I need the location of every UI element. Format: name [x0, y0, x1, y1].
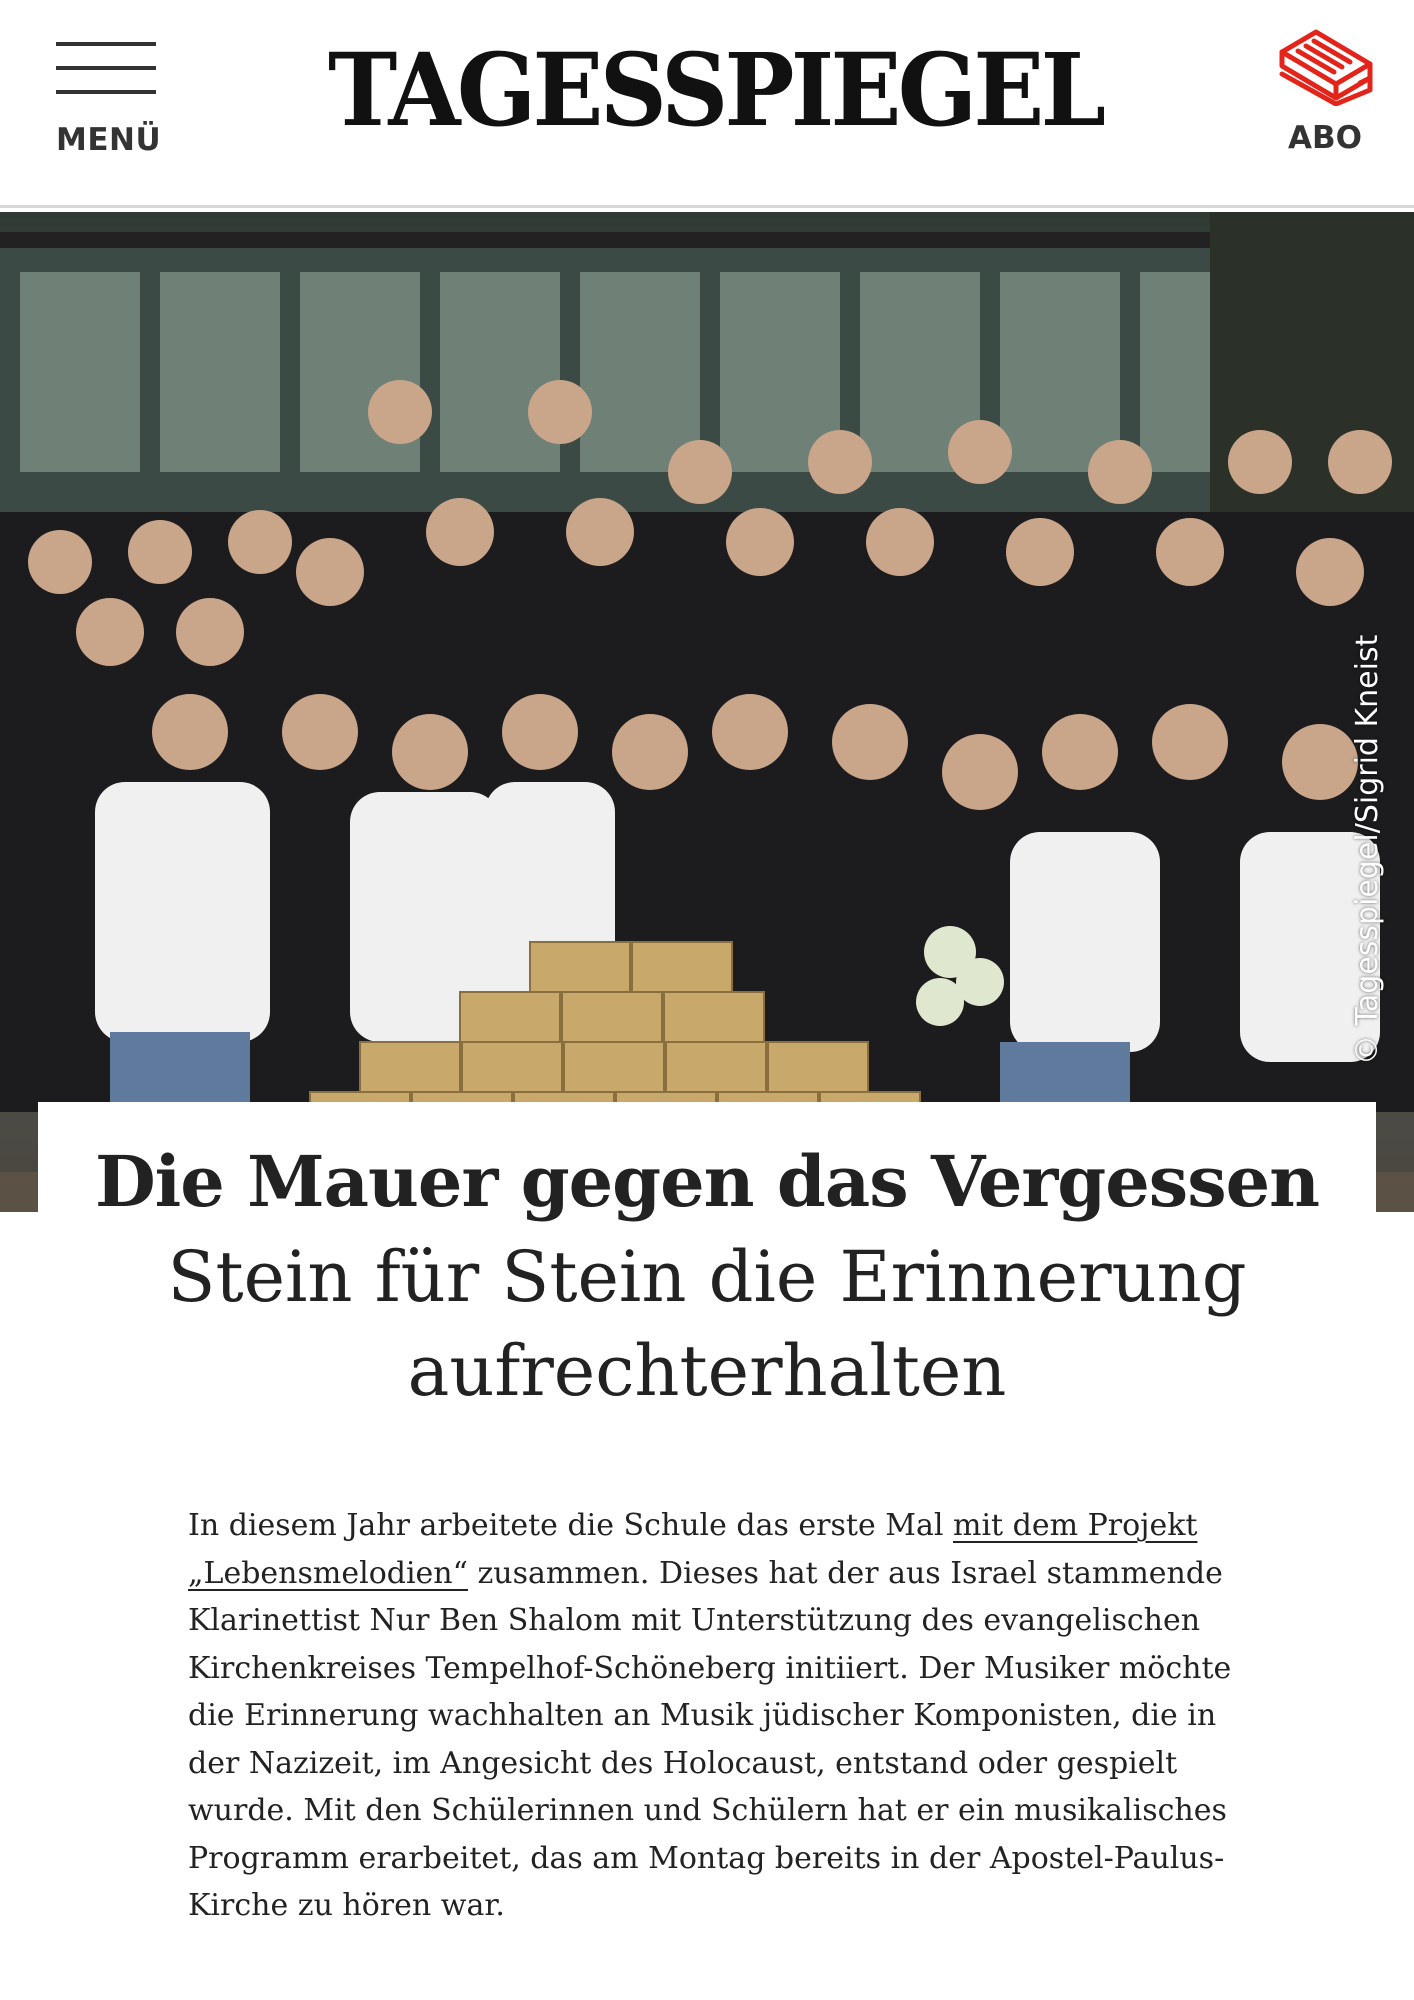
site-header	[0, 0, 1414, 208]
abo-button[interactable]	[1270, 26, 1380, 166]
photo-credit	[1320, 545, 1385, 1065]
article-body	[188, 1502, 1238, 1930]
group-photo	[0, 212, 1414, 1212]
lebensmelodien-link[interactable]: mit dem Projekt „Lebensmelodien“	[188, 1508, 1198, 1591]
hamburger-icon	[56, 42, 156, 46]
article-subheadline: Stein für Stein die Erinnerung aufrechterhalten	[167, 1236, 1247, 1412]
menu-label: MENÜ	[56, 122, 162, 158]
menu-button[interactable]	[56, 40, 162, 170]
title-card	[38, 1102, 1376, 1432]
photo-credit-text: © Tagesspiegel/Sigrid Kneist	[1350, 634, 1385, 1065]
hamburger-icon-line	[56, 90, 156, 94]
hamburger-icon-line	[56, 66, 156, 70]
article-text: In diesem Jahr arbeitete die Schule das erste Mal	[188, 1508, 953, 1543]
newspaper-icon	[1276, 26, 1376, 106]
article-headline: Die Mauer gegen das Vergessen	[94, 1140, 1320, 1223]
abo-label: ABO	[1288, 120, 1362, 156]
article-text-continued: zusammen. Dieses hat der aus Israel stammende Klarinettist Nur Ben Shalom mit Unterstützung des evangelischen Kirchenkreises Tempelhof-Schöneberg initiiert. Der Musiker möchte die Erinnerung wachhalten an Musik jüdischer Komponisten, die in der Nazizeit, im Angesicht des Holocaust, entstand oder gespielt wurde. Mit den Schülerinnen und Schülern hat er ein musikalisches Programm erarbeitet, das am Montag bereits in der Apostel-Paulus-Kirche zu hören war.	[188, 1555, 1232, 1923]
hero-image	[0, 212, 1414, 1212]
site-logo[interactable]: TAGESSPIEGEL	[328, 31, 1103, 149]
